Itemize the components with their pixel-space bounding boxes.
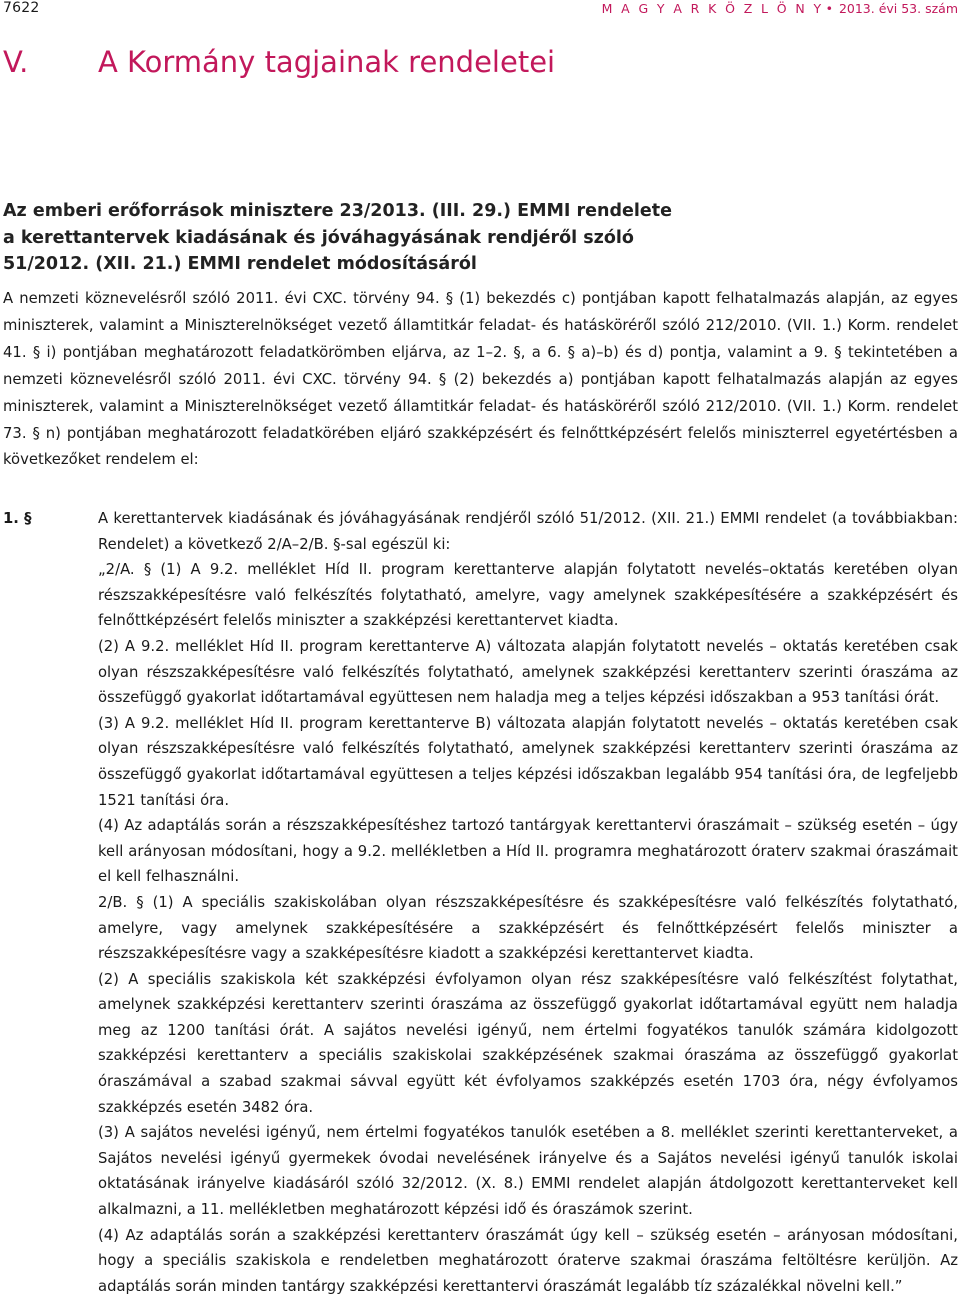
article-paragraph: A kerettantervek kiadásának és jóváhagyásának rendjéről szóló 51/2012. (XII. 21.) EMMI rendelet (a továbbiakban: Rendelet) a következő 2/A–2/B. §-sal egészül ki: — [98, 510, 958, 553]
regulation-title — [3, 198, 943, 278]
regulation-title-line: 51/2012. (XII. 21.) EMMI rendelet módosításáról — [3, 254, 477, 274]
article-1 — [3, 506, 958, 1299]
article-paragraph: (4) Az adaptálás során a szakképzési kerettanterv óraszámát úgy kell – szükség esetén – arányosan módosítani, hogy a speciális szakiskola e rendeletben meghatározott óraterve szakmai óraszáma feltöltésre kerüljön. Az adaptálás során minden tantárgy szakképzési kerettantervi óraszámát legalább tíz százalékkal növelni kell.” — [98, 1226, 958, 1295]
article-paragraph: 2/B. § (1) A speciális szakiskolában olyan részszakképesítésre és szakképesítésre való felkészítés folytatható, amelyre, vagy amelynek szakképesítésére a szakképzésért és felnőttképzésért felelős miniszter a részszakképesítésre vagy a szakképesítésre kiadott a szakképzési kerettantervet kiadta. — [98, 893, 958, 963]
journal-name: M A G Y A R K Ö Z L Ö N Y — [601, 1, 824, 16]
page-number: 7622 — [3, 0, 40, 16]
article-paragraph: (2) A 9.2. melléklet Híd II. program kerettanterve A) változata alapján folytatott nevelés – oktatás keretében csak olyan részszakképesítésre való felkészítés folytatható, amelynek szakképzési kerettanterv szerinti óraszáma az összefüggő gyakorlat időtartamával együttesen nem haladja meg a teljes képzési időszakban a 953 tanítási órát. — [98, 637, 958, 707]
article-paragraph: „2/A. § (1) A 9.2. melléklet Híd II. program kerettanterve alapján folytatott nevelés–oktatás keretében olyan részszakképesítésre való felkészítés folytatható, amelyre, vagy amelynek szakképesítésére a szakképzésért és felnőttképzésért felelős miniszter a szakképzési kerettantervet kiadta. — [98, 561, 958, 630]
article-paragraph: (3) A 9.2. melléklet Híd II. program kerettanterve B) változata alapján folytatott nevelés – oktatás keretében csak olyan részszakképesítésre való felkészítés folytatható, amelynek szakképzési kerettanterv szerinti óraszáma az összefüggő gyakorlat időtartamával együttesen a teljes képzési időszakban legalább 954 tanítási óra, de legfeljebb 1521 tanítási óra. — [98, 714, 958, 809]
section-number: V. — [3, 45, 29, 79]
article-paragraph: (2) A speciális szakiskola két szakképzési évfolyamon olyan rész szakképesítésre való felkészítést folytathat, amelynek szakképzési kerettanterv szerinti óraszáma az összefüggő gyakorlat időtartamával együtt nem haladja meg az 1200 tanítási órát. A sajátos nevelési igényű, nem értelmi fogyatékos tanulók számára kidolgozott szakképzési kerettanterv a speciális szakiskolai szakképzésének szakmai óraszáma az összefüggő gyakorlat óraszámával a szabad szakmai sávval együtt két évfolyamos szakképzés esetén 1703 óra, négy évfolyamos szakképzés esetén 3482 óra. — [98, 970, 958, 1116]
article-paragraph: (3) A sajátos nevelési igényű, nem értelmi fogyatékos tanulók esetében a 8. melléklet szerinti kerettanterveket, a Sajátos nevelési igényű gyermekek óvodai nevelésének irányelve és a Sajátos nevelési igényű tanulók iskolai oktatásának irányelve kiadásáról szóló 32/2012. (X. 8.) EMMI rendelet alapján átdolgozott kerettanterveket kell alkalmazni, a 11. mellékletben meghatározott képzési idő és óraszámok szerint. — [98, 1124, 958, 1219]
regulation-title-line: a kerettantervek kiadásának és jóváhagyásának rendjéről szóló — [3, 227, 634, 248]
section-heading — [3, 45, 555, 79]
article-body — [98, 506, 958, 1299]
preamble-text: A nemzeti köznevelésről szóló 2011. évi CXC. törvény 94. § (1) bekezdés c) pontjában kapott felhatalmazás alapján, az egyes miniszterek, valamint a Miniszterelnökséget vezető államtitkár feladat- és hatásköréről szóló 212/2010. (VII. 1.) Korm. rendelet 41. § i) pontjában meghatározott feladatkörömben eljárva, az 1–2. §, a 6. § a)–b) és d) pontja, valamint a 9. § tekintetében a nemzeti köznevelésről szóló 2011. évi CXC. törvény 94. § (2) bekezdés a) pontjában kapott felhatalmazás alapján az egyes miniszterek, valamint a Miniszterelnökséget vezető államtitkár feladat- és hatásköréről szóló 212/2010. (VII. 1.) Korm. rendelet 73. § n) pontjában meghatározott feladatkörében eljáró szakképzésért és felnőttképzésért felelős miniszterrel egyetértésben a következőket rendelem el: — [3, 290, 958, 469]
issue-number: 2013. évi 53. szám — [838, 1, 958, 16]
section-title: A Kormány tagjainak rendeletei — [98, 45, 556, 79]
separator-bullet: • — [825, 1, 833, 16]
article-paragraph: (4) Az adaptálás során a részszakképesítéshez tartozó tantárgyak kerettantervi óraszámait – szükség esetén – úgy kell arányosan módosítani, hogy a 9.2. mellékletben a Híd II. programra meghatározott óraterv szakmai óraszámait el kell felhasználni. — [98, 817, 958, 886]
page-header — [0, 0, 960, 22]
article-number: 1. § — [3, 510, 32, 527]
regulation-title-line: Az emberi erőforrások minisztere 23/2013. (III. 29.) EMMI rendelete — [3, 201, 672, 221]
running-head — [602, 1, 958, 16]
preamble — [3, 286, 958, 474]
